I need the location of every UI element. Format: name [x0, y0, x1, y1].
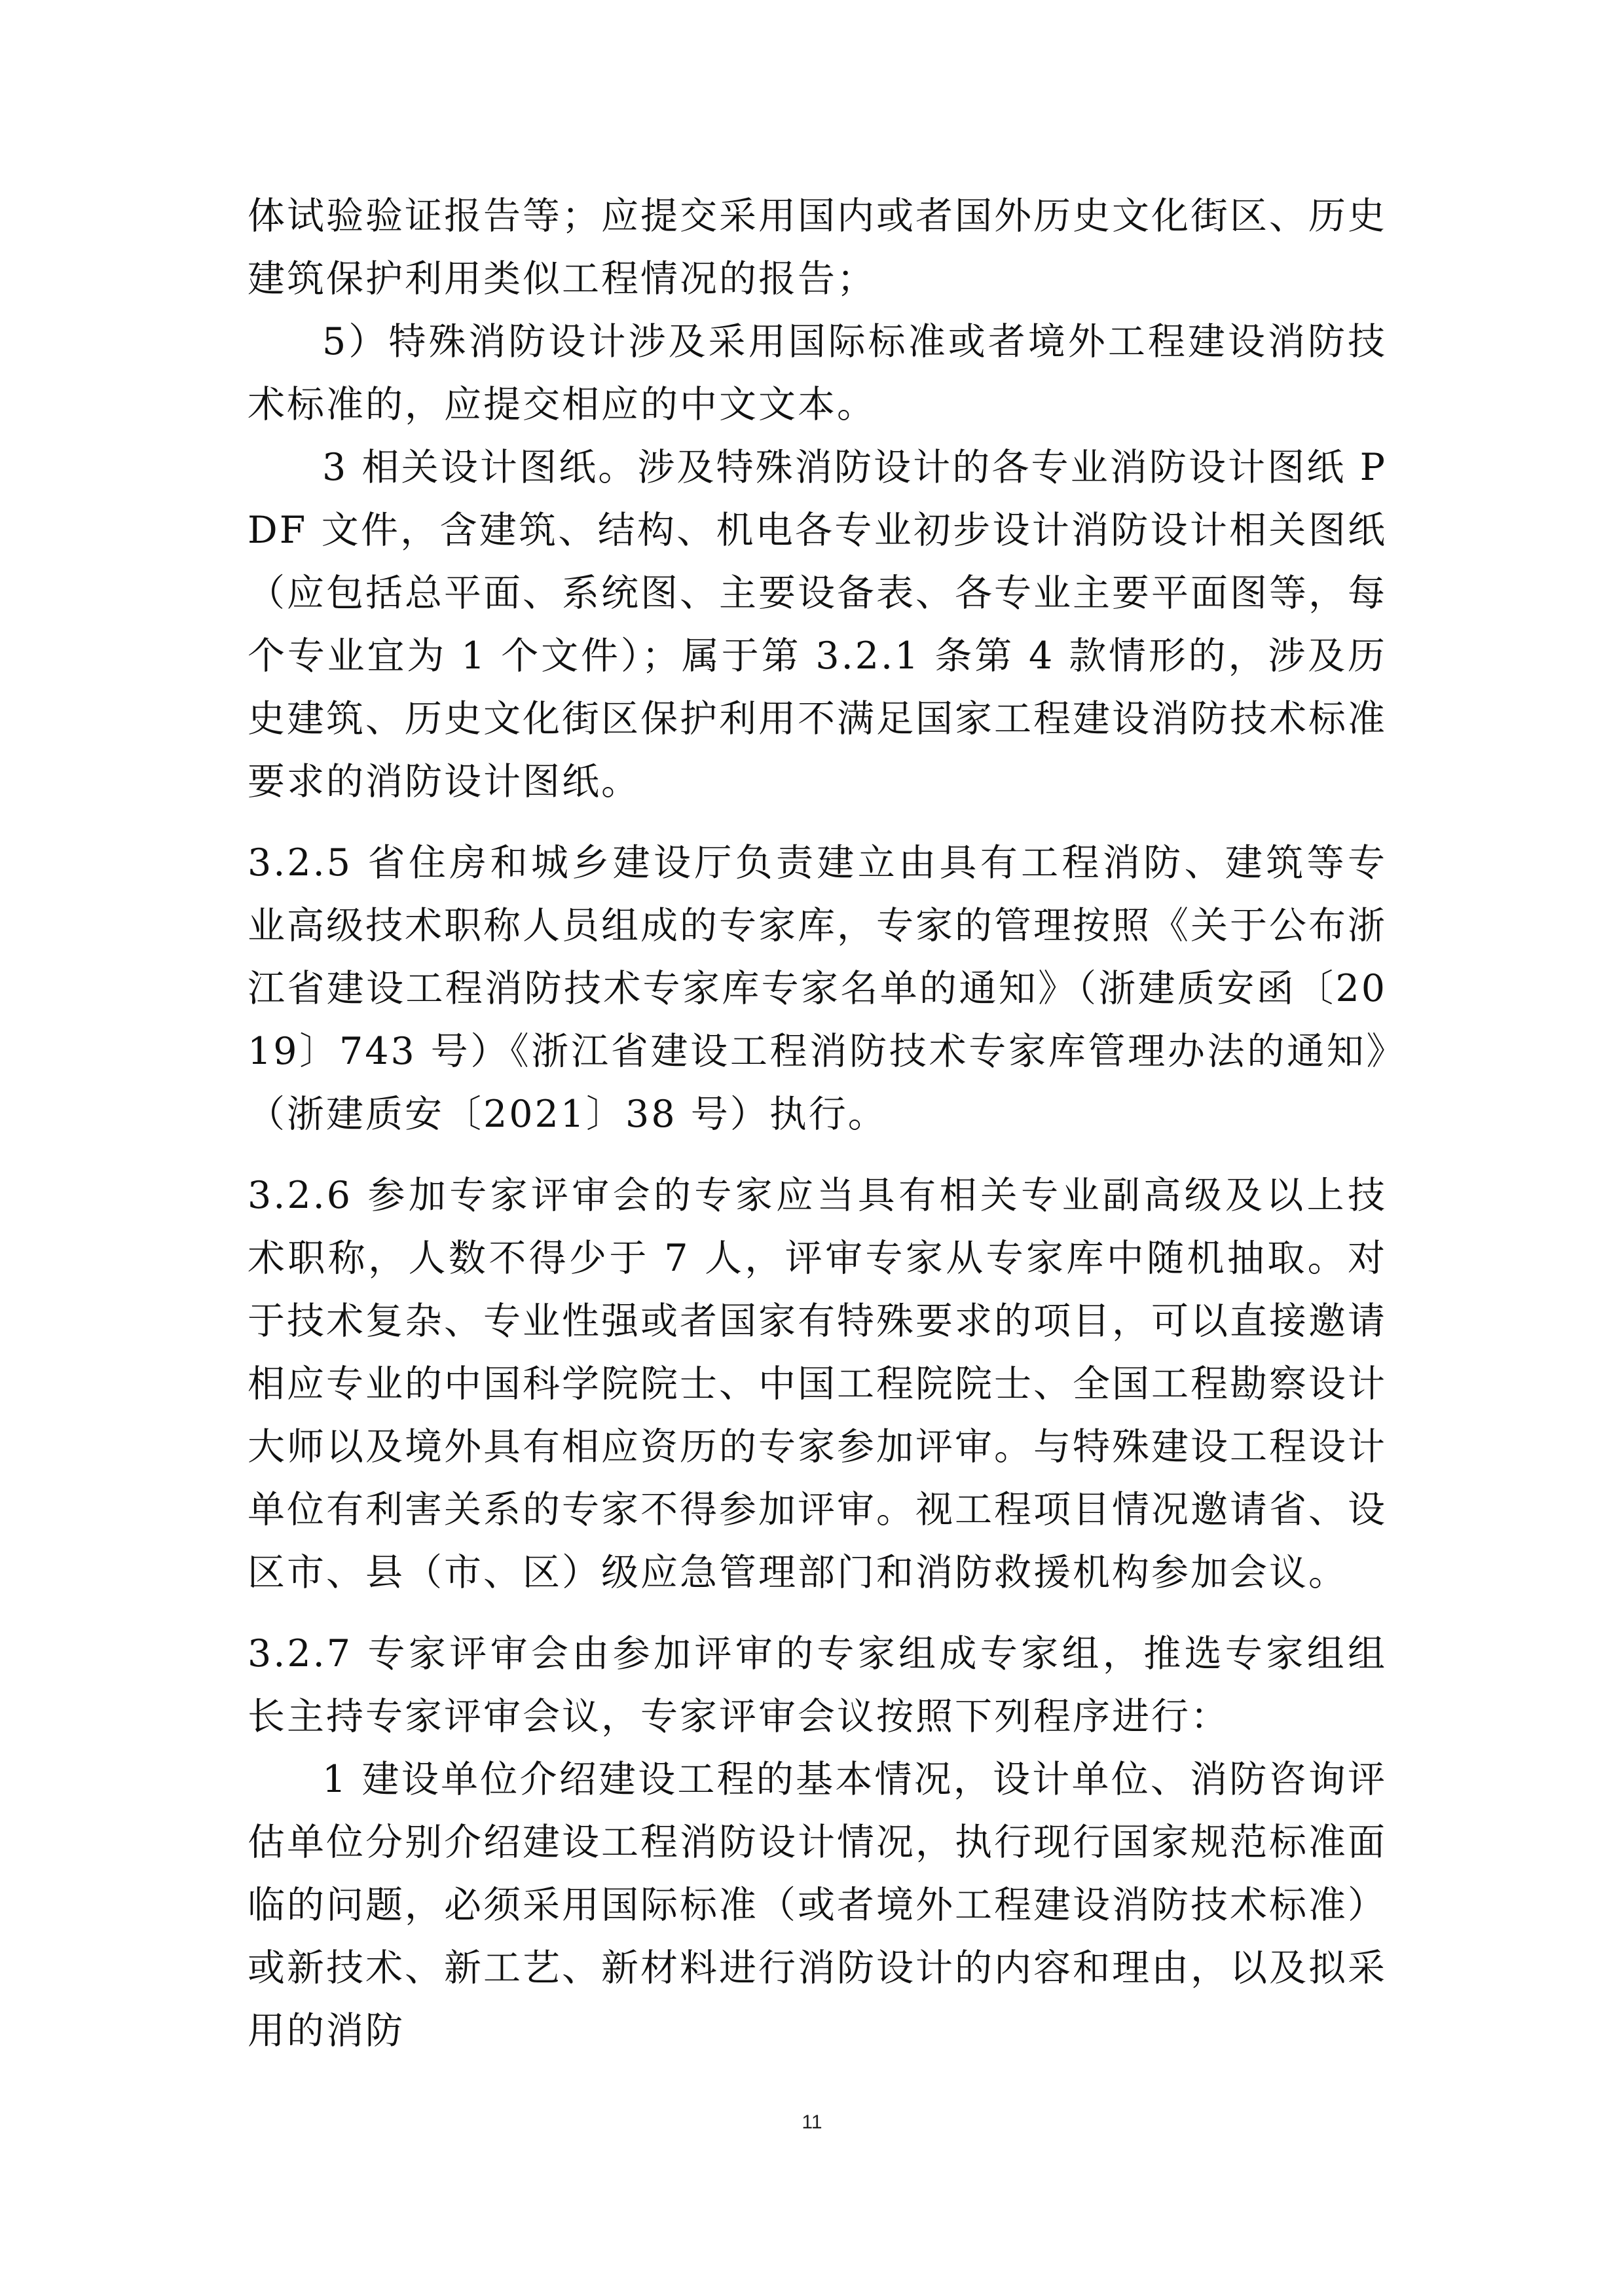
paragraph-clause-3-2-6: 3.2.6 参加专家评审会的专家应当具有相关专业副高级及以上技术职称，人数不得少于 7 人，评审专家从专家库中随机抽取。对于技术复杂、专业性强或者国家有特殊要求的项目，可以直接邀请相应专业的中国科学院院士、中国工程院院士、全国工程勘察设计大师以及境外具有相应资历的专家参加评审。与特殊建设工程设计单位有利害关系的专家不得参加评审。视工程项目情况邀请省、设区市、县（市、区）级应急管理部门和消防救援机构参加会议。: [248, 1174, 1387, 1594]
paragraph-continuation: 体试验验证报告等；应提交采用国内或者国外历史文化街区、历史建筑保护利用类似工程情况的报告；: [248, 194, 1387, 301]
document-body: [248, 185, 1387, 2062]
page-number: 11: [802, 2111, 822, 2133]
paragraph-clause-3-2-7: 3.2.7 专家评审会由参加评审的专家组成专家组，推选专家组组长主持专家评审会议，专家评审会议按照下列程序进行：: [248, 1632, 1387, 1738]
paragraph-item-5: 5）特殊消防设计涉及采用国际标准或者境外工程建设消防技术标准的，应提交相应的中文文本。: [248, 320, 1387, 426]
paragraph-item-3-design-drawings: 3 相关设计图纸。涉及特殊消防设计的各专业消防设计图纸 PDF 文件，含建筑、结构、机电各专业初步设计消防设计相关图纸（应包括总平面、系统图、主要设备表、各专业主要平面图等，每个专业宜为 1 个文件）；属于第 3.2.1 条第 4 款情形的，涉及历史建筑、历史文化街区保护利用不满足国家工程建设消防技术标准要求的消防设计图纸。: [248, 446, 1387, 803]
paragraph-procedure-item-1: 1 建设单位介绍建设工程的基本情况，设计单位、消防咨询评估单位分别介绍建设工程消防设计情况，执行现行国家规范标准面临的问题，必须采用国际标准（或者境外工程建设消防技术标准）或新技术、新工艺、新材料进行消防设计的内容和理由，以及拟采用的消防: [248, 1758, 1387, 2052]
paragraph-clause-3-2-5: 3.2.5 省住房和城乡建设厅负责建立由具有工程消防、建筑等专业高级技术职称人员组成的专家库，专家的管理按照《关于公布浙江省建设工程消防技术专家库专家名单的通知》（浙建质安函〔2019〕743 号）《浙江省建设工程消防技术专家库管理办法的通知》（浙建质安〔2021〕38 号）执行。: [248, 841, 1387, 1136]
